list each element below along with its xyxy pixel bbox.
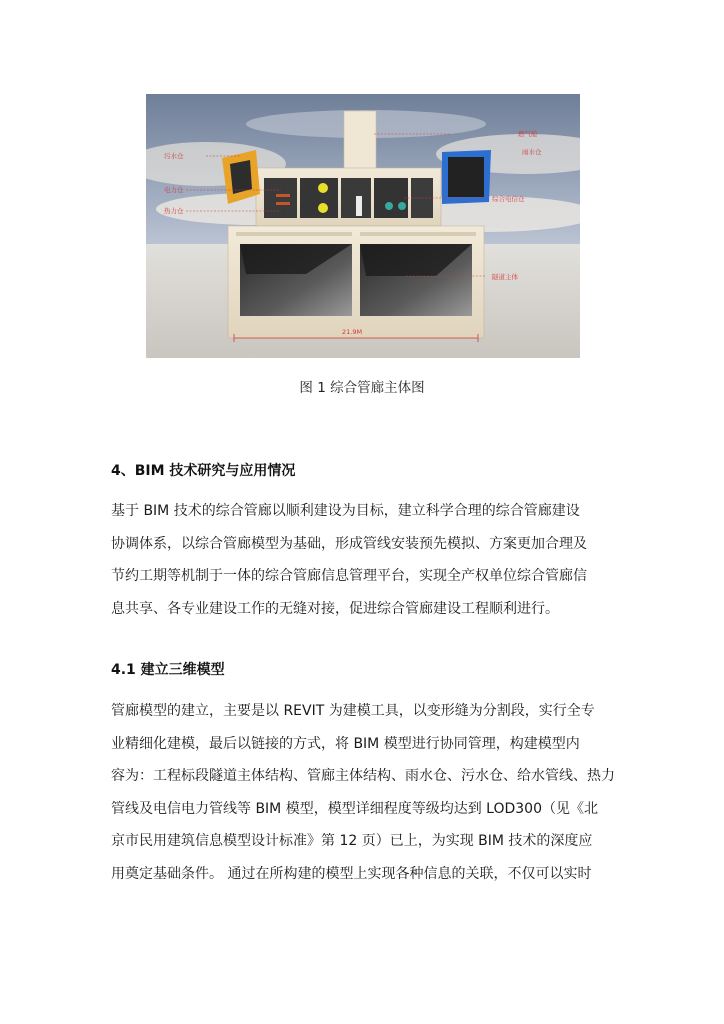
dimension-label: 21.9M <box>342 328 363 336</box>
text-line: 用奠定基础条件。 通过在所构建的模型上实现各种信息的关联，不仅可以实时 <box>111 865 592 882</box>
label-heat-compartment: 热力仓 <box>164 207 184 215</box>
text-line: 京市民用建筑信息模型设计标准》第 12 页）已上，为实现 BIM 技术的深度应 <box>111 833 593 849</box>
section-4-1-heading: 4.1 建立三维模型 <box>111 662 225 678</box>
text-line: 协调体系，以综合管廊模型为基础，形成管线安装预先模拟、方案更加合理及 <box>111 535 587 552</box>
section-4-1-paragraph <box>111 695 621 890</box>
figure-caption: 图 1 综合管廊主体图 <box>299 380 425 396</box>
text-line: 节约工期等机制于一体的综合管廊信息管理平台，实现全产权单位综合管廊信 <box>111 568 587 584</box>
top-chamber <box>344 111 376 169</box>
text-line: 管线及电信电力管线等 BIM 模型，模型详细程度等级均达到 LOD300（见《北 <box>111 800 598 817</box>
figure-pipe-gallery-model <box>146 94 580 358</box>
text-line: 基于 BIM 技术的综合管廊以顺利建设为目标，建立科学合理的综合管廊建设 <box>111 503 580 519</box>
label-rainwater-compartment: 雨水仓 <box>522 148 542 156</box>
text-line: 业精细化建模，最后以链接的方式，将 BIM 模型进行协同管理，构建模型内 <box>111 735 580 752</box>
text-line: 息共享、各专业建设工作的无缝对接，促进综合管廊建设工程顺利进行。 <box>111 600 559 617</box>
section-4-heading: 4、BIM 技术研究与应用情况 <box>111 463 296 479</box>
label-gas-compartment: 燃气舱 <box>518 130 538 138</box>
section-4-paragraph <box>111 495 621 625</box>
label-sewage-compartment: 污水仓 <box>164 152 184 160</box>
text-line: 容为：工程标段隧道主体结构、管廊主体结构、雨水仓、污水仓、给水管线、热力 <box>111 768 615 784</box>
label-power-compartment: 电力仓 <box>164 186 184 194</box>
label-telecom-compartment: 综合电信仓 <box>492 195 525 203</box>
label-tunnel-body: 隧道主体 <box>492 273 518 281</box>
text-line: 管廊模型的建立，主要是以 REVIT 为建模工具，以变形缝为分割段，实行全专 <box>111 703 595 719</box>
